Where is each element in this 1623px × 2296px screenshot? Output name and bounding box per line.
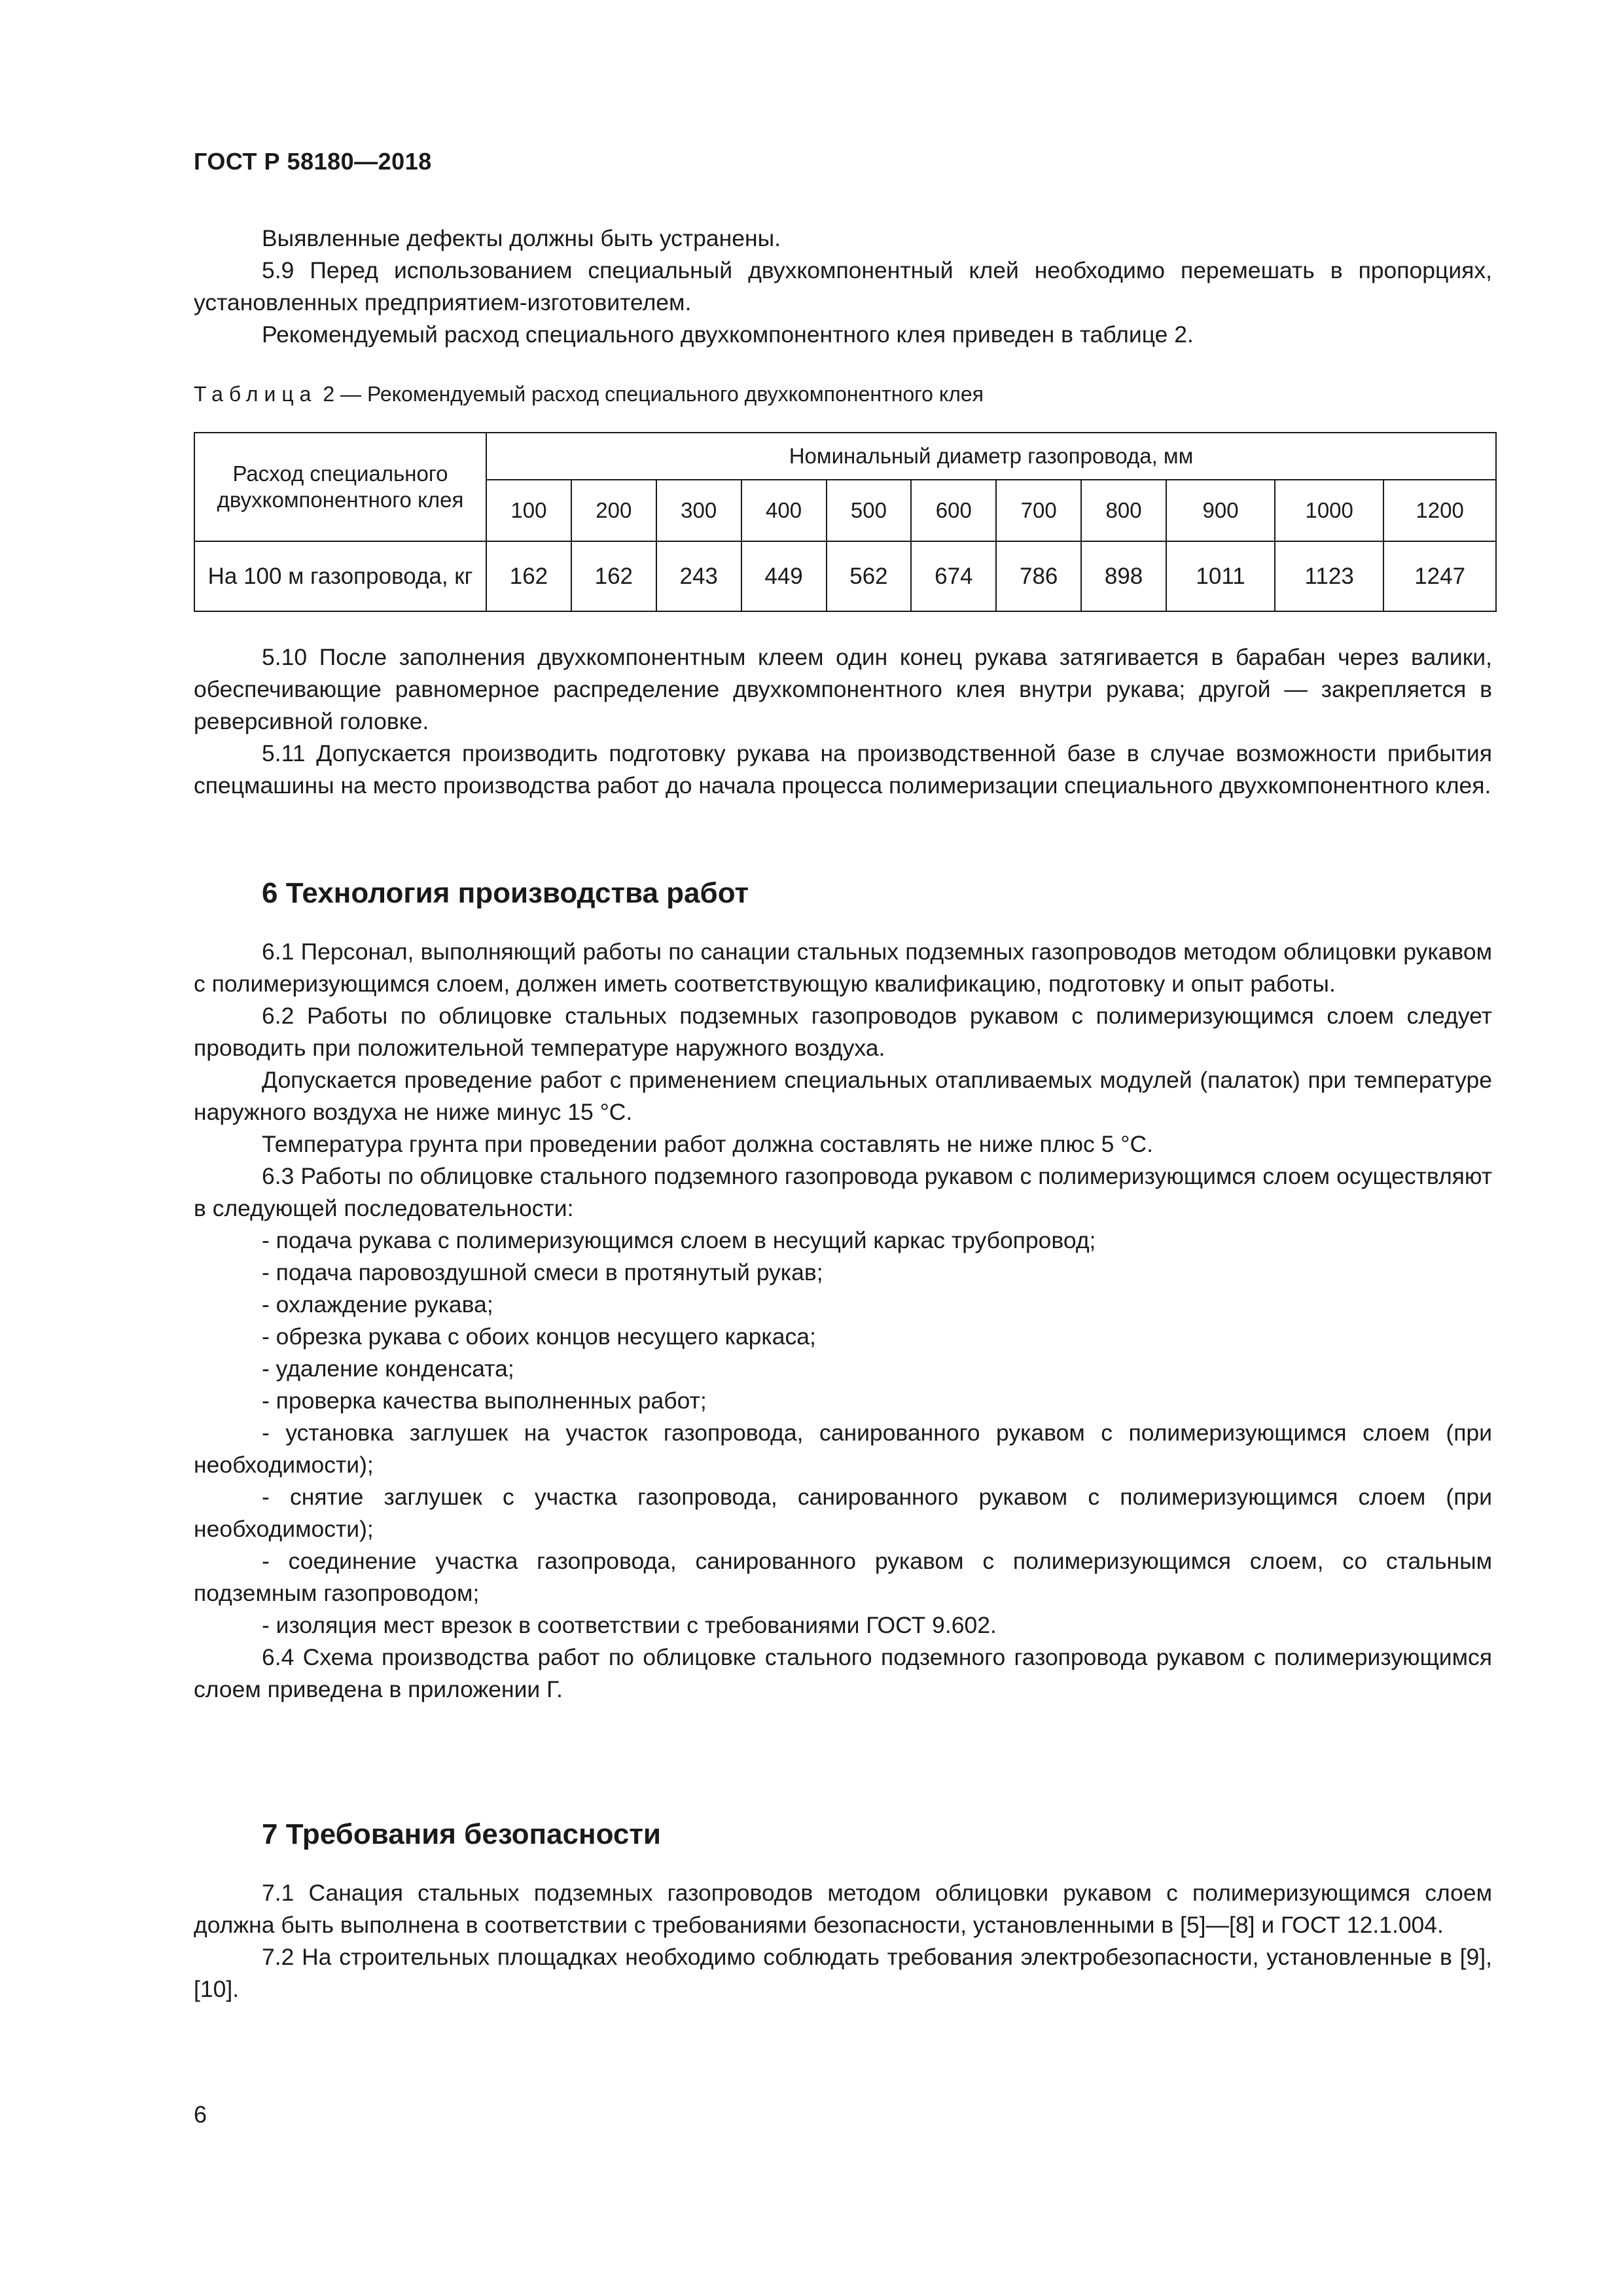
adhesive-consumption-table (194, 432, 1497, 612)
paragraph: 6.4 Схема производства работ по облицовке стального подземного газопровода рукавом с полимеризующимся слоем приведена в приложении Г. (194, 1644, 1492, 1702)
value-cell: 898 (1081, 541, 1166, 611)
paragraph: 6.2 Работы по облицовке стальных подземных газопроводов рукавом с полимеризующимся слоем следует проводить при положительной температуре наружного воздуха. (194, 1003, 1492, 1061)
diameter-cell: 800 (1081, 480, 1166, 541)
value-cell: 674 (911, 541, 996, 611)
diameter-cell: 700 (996, 480, 1081, 541)
section-7-body (194, 1877, 1492, 2005)
value-cell: 243 (656, 541, 741, 611)
intro-text-block (194, 223, 1492, 351)
table-group-header-cell: Номинальный диаметр газопровода, мм (486, 433, 1496, 480)
list-item: - подача паровоздушной смеси в протянутый рукав; (262, 1259, 823, 1285)
diameter-cell: 500 (827, 480, 912, 541)
value-cell: 449 (741, 541, 827, 611)
paragraph: 6.3 Работы по облицовке стального подземного газопровода рукавом с полимеризующимся слоем осуществляют в следующей последовательности: (194, 1163, 1492, 1221)
diameter-cell: 300 (656, 480, 741, 541)
paragraph: Температура грунта при проведении работ должна составлять не ниже плюс 5 °С. (262, 1131, 1153, 1157)
list-item: - удаление конденсата; (262, 1355, 514, 1382)
table-row-header-cell: Расход специального двухкомпонентного клея (194, 433, 486, 541)
diameter-cell: 400 (741, 480, 827, 541)
list-item: - соединение участка газопровода, санированного рукавом с полимеризующимся слоем, со стальным подземным газопроводом; (194, 1548, 1492, 1606)
table-caption (194, 382, 984, 406)
diameter-cell: 100 (486, 480, 571, 541)
table-header-row (194, 433, 1496, 480)
value-cell: 1123 (1275, 541, 1383, 611)
value-cell: 162 (486, 541, 571, 611)
list-item: - проверка качества выполненных работ; (262, 1388, 707, 1414)
paragraph: 7.2 На строительных площадках необходимо соблюдать требования электробезопасности, установленные в [9], [10]. (194, 1944, 1492, 2002)
value-cell: 1011 (1166, 541, 1275, 611)
table-caption-text: 2 — Рекомендуемый расход специального двухкомпонентного клея (317, 382, 984, 406)
paragraph: 5.11 Допускается производить подготовку рукава на производственной базе в случае возможности прибытия спецмашины на место производства работ до начала процесса полимеризации специального двухкомпонентного клея. (194, 740, 1492, 798)
paragraph: 5.9 Перед использованием специальный двухкомпонентный клей необходимо перемешать в пропорциях, установленных предприятием-изготовителем. (194, 257, 1492, 315)
value-cell: 162 (571, 541, 656, 611)
paragraph: 6.1 Персонал, выполняющий работы по санации стальных подземных газопроводов методом облицовки рукавом с полимеризующимся слоем, должен иметь соответствующую квалификацию, подготовку и опыт работы. (194, 939, 1492, 997)
list-item: - обрезка рукава с обоих концов несущего каркаса; (262, 1323, 816, 1350)
diameter-cell: 900 (1166, 480, 1275, 541)
table-caption-label: Таблица (194, 382, 317, 406)
section-6-body (194, 936, 1492, 1706)
list-item: - охлаждение рукава; (262, 1291, 493, 1318)
diameter-cell: 600 (911, 480, 996, 541)
table-row-label-cell: На 100 м газопровода, кг (194, 541, 486, 611)
list-item: - подача рукава с полимеризующимся слоем в несущий каркас трубопровод; (262, 1227, 1096, 1253)
list-item: - снятие заглушек с участка газопровода, санированного рукавом с полимеризующимся слоем (при необходимости); (194, 1484, 1492, 1542)
document-code: ГОСТ Р 58180—2018 (194, 148, 432, 175)
value-cell: 562 (827, 541, 912, 611)
list-item: - изоляция мест врезок в соответствии с требованиями ГОСТ 9.602. (262, 1612, 997, 1638)
paragraph: Выявленные дефекты должны быть устранены. (262, 225, 781, 251)
table-row (194, 541, 1496, 611)
value-cell: 786 (996, 541, 1081, 611)
paragraph: Рекомендуемый расход специального двухкомпонентного клея приведен в таблице 2. (262, 321, 1194, 348)
after-table-text-block (194, 641, 1492, 802)
paragraph: 7.1 Санация стальных подземных газопроводов методом облицовки рукавом с полимеризующимся слоем должна быть выполнена в соответствии с требованиями безопасности, установленными в [5]—[8] и ГОСТ 12.1.004. (194, 1880, 1492, 1938)
list-item: - установка заглушек на участок газопровода, санированного рукавом с полимеризующимся слоем (при необходимости); (194, 1420, 1492, 1478)
diameter-cell: 200 (571, 480, 656, 541)
paragraph: Допускается проведение работ с применением специальных отапливаемых модулей (палаток) при температуре наружного воздуха не ниже минус 15 °С. (194, 1067, 1492, 1125)
value-cell: 1247 (1383, 541, 1496, 611)
page-number: 6 (194, 2101, 207, 2128)
diameter-cell: 1200 (1383, 480, 1496, 541)
section-7-title: 7 Требования безопасности (262, 1818, 661, 1850)
section-6-title: 6 Технология производства работ (262, 877, 749, 909)
diameter-cell: 1000 (1275, 480, 1383, 541)
paragraph: 5.10 После заполнения двухкомпонентным клеем один конец рукава затягивается в барабан через валики, обеспечивающие равномерное распределение двухкомпонентного клея внутри рукава; другой — закрепляется в реверсивной головке. (194, 644, 1492, 734)
